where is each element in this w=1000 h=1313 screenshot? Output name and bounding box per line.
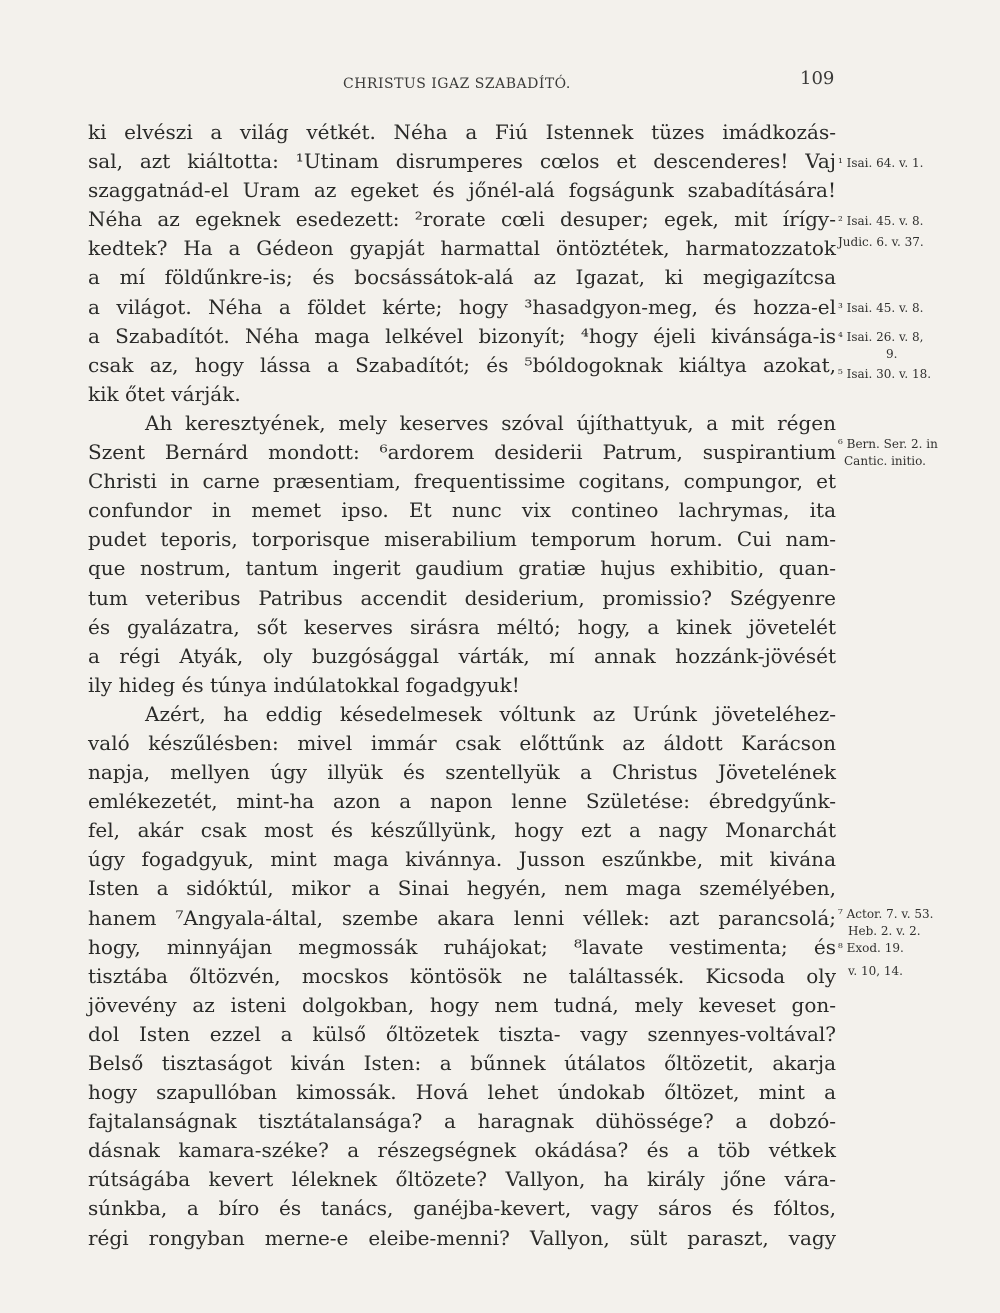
text-line: sal, azt kiáltotta: ¹Utinam disrumperes cœlos et descenderes! Vaj [88, 149, 836, 174]
margin-note: ⁴ Isai. 26. v. 8, [838, 330, 924, 344]
text-line: tum veteribus Patribus accendit desiderium, promissio? Szégyenre [88, 585, 836, 610]
text-line: fajtalanságnak tisztátalansága? a haragnak dühössége? a dobzó- [88, 1109, 836, 1134]
text-line: súnkba, a bíro és tanács, ganéjba-kevert, vagy sáros és fóltos, [88, 1196, 836, 1221]
text-line: Ah keresztyének, mely keserves szóval újíthattyuk, a mit régen [145, 410, 836, 435]
text-line: a régi Atyák, oly buzgósággal várták, mí annak hozzánk-jövését [88, 643, 836, 668]
text-line: a Szabadítót. Néha maga lelkével bizonyít; ⁴hogy éjeli kivánsága-is [88, 323, 836, 348]
margin-note: ³ Isai. 45. v. 8. [838, 301, 924, 315]
text-line: kik őtet várják. [88, 381, 241, 406]
text-line: pudet teporis, torporisque miserabilium temporum horum. Cui nam- [88, 527, 836, 552]
text-line: Isten a sidóktúl, mikor a Sinai hegyén, nem maga személyében, [88, 876, 836, 901]
text-line: a mí földűnkre-is; és bocsássátok-alá az Igazat, ki megigazítcsa [88, 265, 836, 290]
text-line: Néha az egeknek esedezett: ²rorate cœli desuper; egek, mit írígy- [88, 207, 836, 232]
text-line: rútságába kevert léleknek őltözete? Vallyon, ha király jőne vára- [88, 1167, 836, 1192]
page-header [0, 66, 1000, 106]
main-text [88, 118, 836, 1253]
text-line: ily hideg és túnya indúlatokkal fogadgyuk! [88, 672, 520, 697]
margin-note: v. 10, 14. [848, 964, 903, 978]
text-line: emlékezetét, mint-ha azon a napon lenne Születése: ébredgyűnk- [88, 789, 836, 814]
text-line: ki elvészi a világ vétkét. Néha a Fiú Istennek tüzes imádkozás- [88, 120, 836, 144]
running-title: CHRISTUS IGAZ SZABADÍTÓ. [343, 76, 571, 92]
text-line: dol Isten ezzel a külső őltözetek tiszta- vagy szennyes-voltával? [88, 1021, 836, 1046]
text-line: való készűlésben: mivel immár csak előttűnk az áldott Karácson [88, 730, 836, 755]
text-line: Christi in carne præsentiam, frequentissime cogitans, compungor, et [88, 469, 836, 494]
text-line: hogy szapullóban kimossák. Hová lehet úndokab őltözet, mint a [88, 1080, 836, 1105]
text-line: Belső tisztaságot kiván Isten: a bűnnek útálatos őltözetit, akarja [88, 1051, 836, 1075]
text-line: tisztába őltözvén, mocskos köntösök ne találtassék. Kicsoda oly [88, 963, 836, 988]
text-line: a világot. Néha a földet kérte; hogy ³hasadgyon-meg, és hozza-el [88, 294, 836, 319]
text-line: Azért, ha eddig késedelmesek vóltunk az Urúnk jöveteléhez- [145, 701, 836, 726]
text-line: napja, mellyen úgy illyük és szentellyük a Christus Jövetelének [88, 760, 836, 785]
text-line: hogy, minnyájan megmossák ruhájokat; ⁸lavate vestimenta; és [88, 934, 836, 959]
page-number: 109 [800, 68, 835, 89]
margin-note: Heb. 2. v. 2. [848, 924, 921, 938]
margin-note: 9. [886, 347, 898, 361]
text-line: hanem ⁷Angyala-által, szembe akara lenni véllek: azt parancsolá; [88, 905, 836, 930]
text-line: és gyalázatra, sőt keserves sirásra méltó; hogy, a kinek jövetelét [88, 614, 836, 639]
margin-note: ² Isai. 45. v. 8. [838, 214, 924, 228]
margin-note: ⁸ Exod. 19. [838, 941, 904, 955]
text-line: csak az, hogy lássa a Szabadítót; és ⁵bóldogoknak kiáltya azokat, [88, 352, 836, 377]
text-line: Szent Bernárd mondott: ⁶ardorem desiderii Patrum, suspirantium [88, 440, 836, 465]
text-line: kedtek? Ha a Gédeon gyapját harmattal öntöztétek, harmatozzatok [88, 236, 836, 261]
text-line: régi rongyban merne-e eleibe-menni? Vallyon, sült paraszt, vagy [88, 1225, 836, 1250]
text-line: que nostrum, tantum ingerit gaudium gratiæ hujus exhibitio, quan- [88, 556, 836, 581]
text-line: fel, akár csak most és készűllyünk, hogy ezt a nagy Monarchát [88, 818, 836, 843]
margin-note: Judic. 6. v. 37. [838, 235, 924, 249]
margin-note: ⁷ Actor. 7. v. 53. [838, 907, 934, 921]
text-line: szaggatnád-el Uram az egeket és jőnél-alá fogságunk szabadítására! [88, 178, 836, 203]
text-line: jövevény az isteni dolgokban, hogy nem tudná, mely keveset gon- [88, 992, 836, 1017]
text-line: dásnak kamara-széke? a részegségnek okádása? és a töb vétkek [88, 1138, 836, 1163]
text-line: confundor in memet ipso. Et nunc vix contineo lachrymas, ita [88, 498, 836, 523]
margin-note: ¹ Isai. 64. v. 1. [838, 156, 924, 170]
margin-note: ⁶ Bern. Ser. 2. in [838, 437, 938, 451]
text-line: úgy fogadgyuk, mint maga kivánnya. Jusson eszűnkbe, mit kivána [88, 847, 836, 872]
margin-note: Cantic. initio. [844, 454, 926, 468]
margin-note: ⁵ Isai. 30. v. 18. [838, 367, 932, 381]
